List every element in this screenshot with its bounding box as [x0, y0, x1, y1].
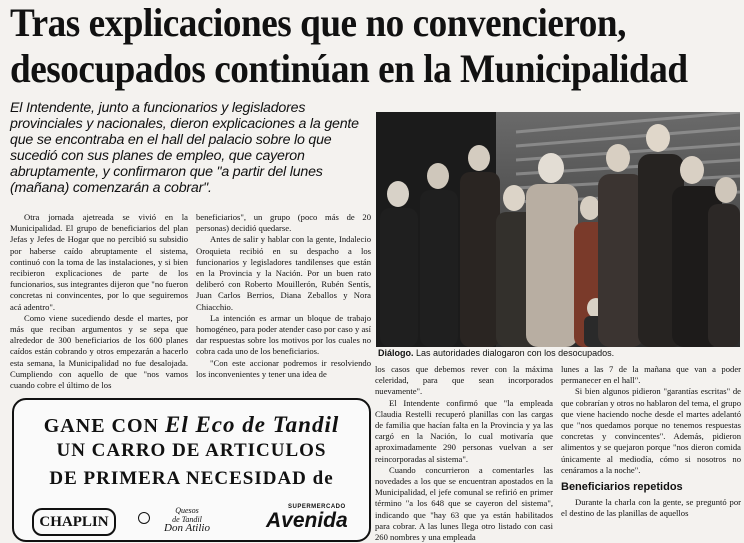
article-column-3	[375, 364, 553, 543]
ad-line-3-main: DE PRIMERA NECESIDAD	[49, 468, 307, 489]
paragraph: Antes de salir y hablar con la gente, Indalecio Oroquieta recibió en su despacho a los funcionarios y legisladores tandilenses que están en la Provincia y la Nación. Por un buen rato deliberó con Roberto Mouillerón, Rubén Sentís, Juan Carlos Berrios, Diana Zeballos y Nora Chiacchio.	[196, 234, 371, 312]
headline-line-2: desocupados continúan en la Municipalidad	[10, 46, 688, 91]
logo-super-text: SUPERMERCADO	[288, 504, 346, 510]
logo-quesos-line-3: Don Atilio	[164, 522, 210, 534]
cheese-icon	[138, 512, 150, 524]
paragraph: Como viene sucediendo desde el martes, por más que reciban argumentos y se sepa que alrededor de 300 beneficiarios de los 600 planes caídos están cobrando y otros empezarán a hacerlo esta semana, la Municipalidad no fue desalojada. Cumpliendo con aquello de que "nos vamos cuando cobre el último de los	[10, 312, 188, 391]
ad-prefix: GANE CON	[43, 415, 159, 437]
article-column-2	[196, 212, 371, 380]
paragraph: El Intendente confirmó que "la empleada Claudia Restelli recuperó planillas con las cargas de familia que hacían falta en la Provincia y ya las cargó en la Nación, lo cual motivaría que aproximadamente 290 personas vuelvan a ser reincorporadas al sistema".	[375, 397, 553, 464]
ad-brand: El Eco de Tandil	[164, 412, 340, 437]
logo-quesos-line-2: de Tandil	[172, 515, 202, 524]
ad-line-1	[14, 412, 369, 438]
logo-chaplin-text: CHAPLIN	[39, 514, 109, 530]
logo-avenida-text: Avenida	[266, 509, 348, 532]
sponsor-logos	[14, 504, 369, 540]
advertisement-box	[12, 398, 371, 542]
logo-chaplin	[32, 508, 116, 536]
caption-text: Las autoridades dialogaron con los desocupados.	[416, 348, 615, 358]
subheading: Beneficiarios repetidos	[561, 481, 683, 494]
photo-caption	[378, 348, 740, 358]
news-photo	[376, 112, 740, 347]
logo-avenida	[266, 504, 366, 532]
photo-illustration	[376, 112, 740, 347]
paragraph: beneficiarios", un grupo (poco más de 20 personas) decidió quedarse.	[196, 212, 371, 234]
paragraph: Otra jornada ajetreada se vivió en la Municipalidad. El grupo de beneficiarios del plan Jefas y Jefes de Hogar que no percibió su subsidio por haberse caído abruptamente el sistema, continuó con la toma de las instalaciones, y si bien recibieron explicaciones de parte de los funcionarios, sus integrantes dijeron que "no fueron concretas ni convincentes, por lo que seguiremos acá adentro".	[10, 212, 188, 312]
paragraph: Si bien algunos pidieron "garantías escritas" de que cobrarían y otros no hablaron del tema, el grupo que viene haciendo noche desde el martes adelantó que "nos quedamos porque no tenemos respuestas concretas y convincentes". Además, pidieron alimentos y se quejaron porque "nos dieron comida únicamente al mediodía, cómo si nosotros no cenáramos a la noche".	[561, 386, 741, 475]
logo-quesos	[152, 506, 222, 533]
article-column-4	[561, 364, 741, 520]
paragraph: los casos que debemos rever con la máxima celeridad, para que sean incorporados nuevamente".	[375, 364, 553, 397]
article-column-1	[10, 212, 188, 391]
paragraph: Cuando concurrieron a comentarles las novedades a los que se encuentran apostados en la Municipalidad, el jefe comunal se refirió en primer término "a los 648 que se cayeron del sistema", indicando que "hay 63 que ya están habilitados para cobrar. A las lunes llega otro listado con casi 260 nombres y una empleada	[375, 464, 553, 543]
paragraph: lunes a las 7 de la mañana que van a poder permanecer en el hall".	[561, 364, 741, 386]
paragraph: La intención es armar un bloque de trabajo homogéneo, para poder atender caso por caso y así dar respuestas sobre los motivos por los cuales no cobra cada uno de los beneficiarios.	[196, 312, 371, 357]
caption-label: Diálogo.	[378, 348, 414, 358]
logo-quesos-line-1: Quesos	[175, 506, 199, 515]
headline	[10, 0, 687, 92]
ad-line-3	[14, 468, 369, 490]
paragraph: "Con este accionar podremos ir resolviendo los inconvenientes y tener una idea de	[196, 357, 371, 379]
ad-line-3-suffix: de	[312, 468, 334, 489]
paragraph: Durante la charla con la gente, se preguntó por el destino de las planillas de aquellos	[561, 497, 741, 519]
lead-paragraph: El Intendente, junto a funcionarios y legisladores provinciales y nacionales, dieron explicaciones a la gente que se encontraba en el hall del palacio sobre lo que sucedió con sus planes de empleo, que cayeron abruptamente, y confirmaron que "a partir del lunes (mañana) comenzarán a cobrar".	[10, 100, 359, 196]
ad-line-2: UN CARRO DE ARTICULOS	[56, 440, 327, 461]
headline-line-1: Tras explicaciones que no convencieron,	[10, 0, 626, 45]
